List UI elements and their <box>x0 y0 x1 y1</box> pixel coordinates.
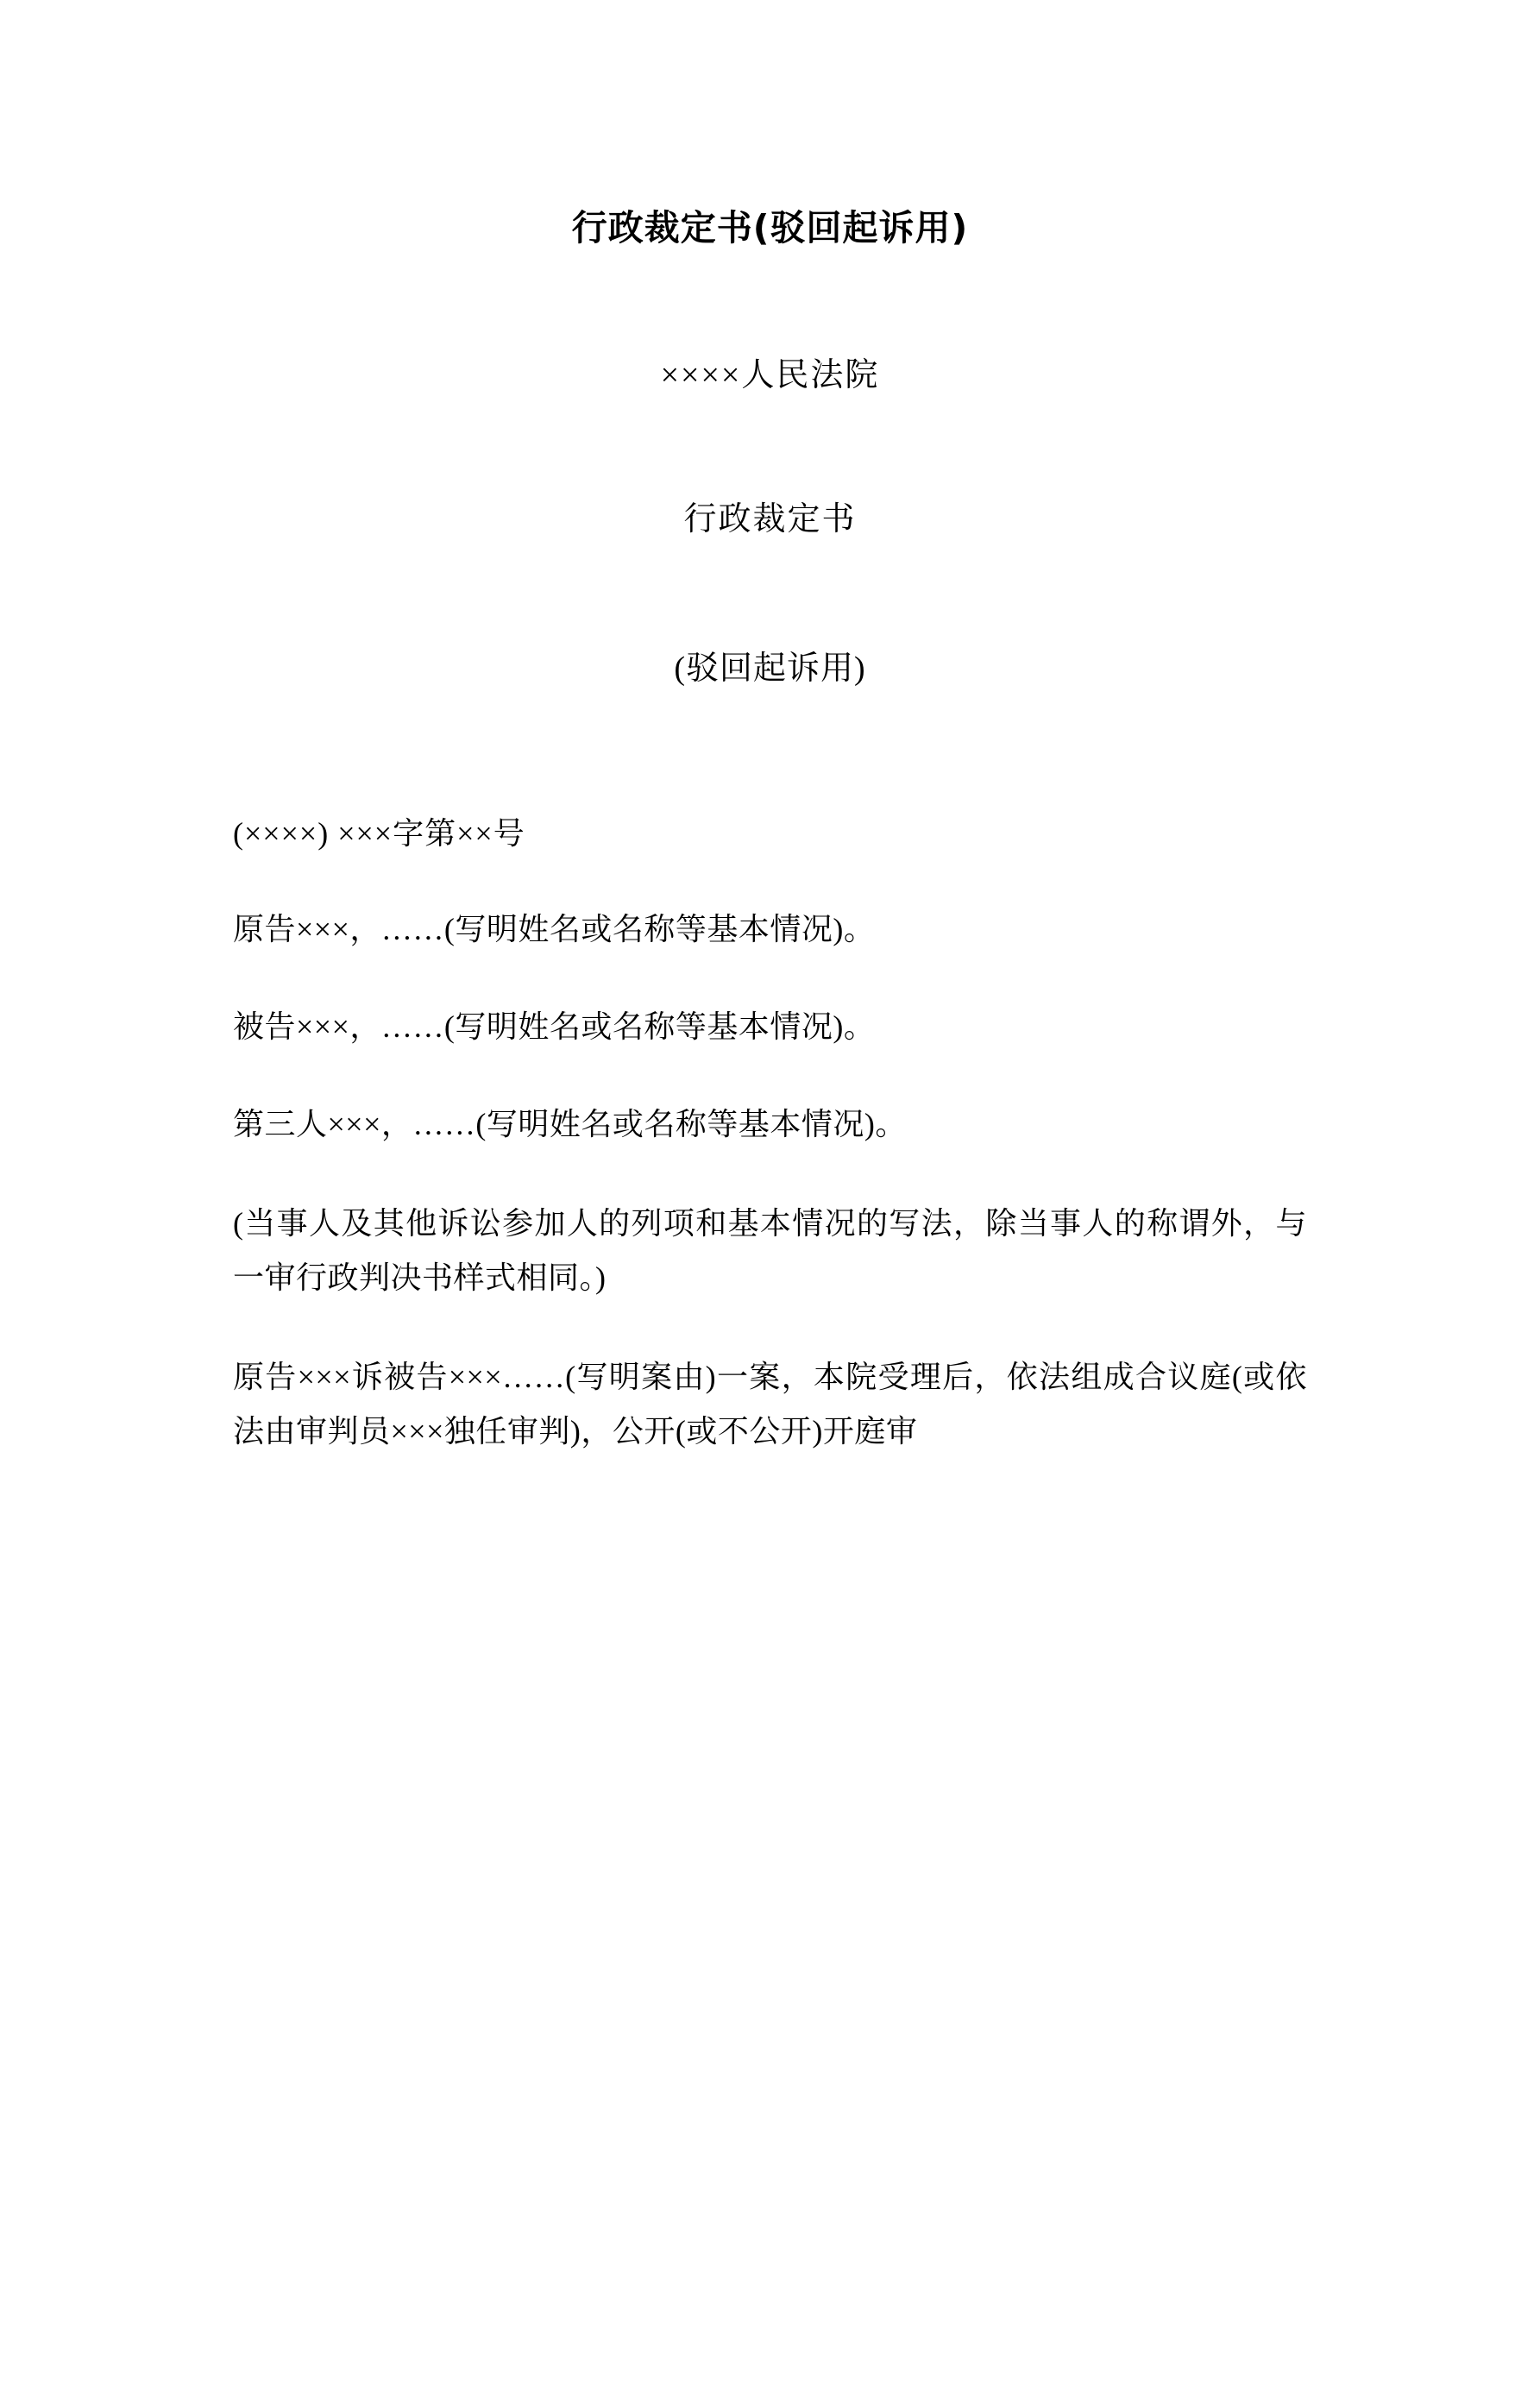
document-type-heading: 行政裁定书 <box>683 501 857 538</box>
document-usage-note: (驳回起诉用) <box>674 650 866 688</box>
paragraph-case-body: 原告×××诉被告×××……(写明案由)一案，本院受理后，依法组成合议庭(或依法由审判员×××独任审判)，公开(或不公开)开庭审 <box>233 1359 1307 1449</box>
court-name: ××××人民法院 <box>660 357 880 394</box>
paragraph-plaintiff: 原告×××，……(写明姓名或名称等基本情况)。 <box>233 911 876 946</box>
document-page <box>0 205 1540 2382</box>
case-number: (××××) ×××字第××号 <box>233 816 525 852</box>
paragraph-defendant: 被告×××，……(写明姓名或名称等基本情况)。 <box>233 1009 876 1044</box>
paragraph-note: (当事人及其他诉讼参加人的列项和基本情况的写法，除当事人的称谓外，与一审行政判决书样式相同。) <box>233 1205 1307 1295</box>
page-title: 行政裁定书(驳回起诉用) <box>571 207 969 248</box>
paragraph-third-party: 第三人×××，……(写明姓名或名称等基本情况)。 <box>233 1106 907 1141</box>
